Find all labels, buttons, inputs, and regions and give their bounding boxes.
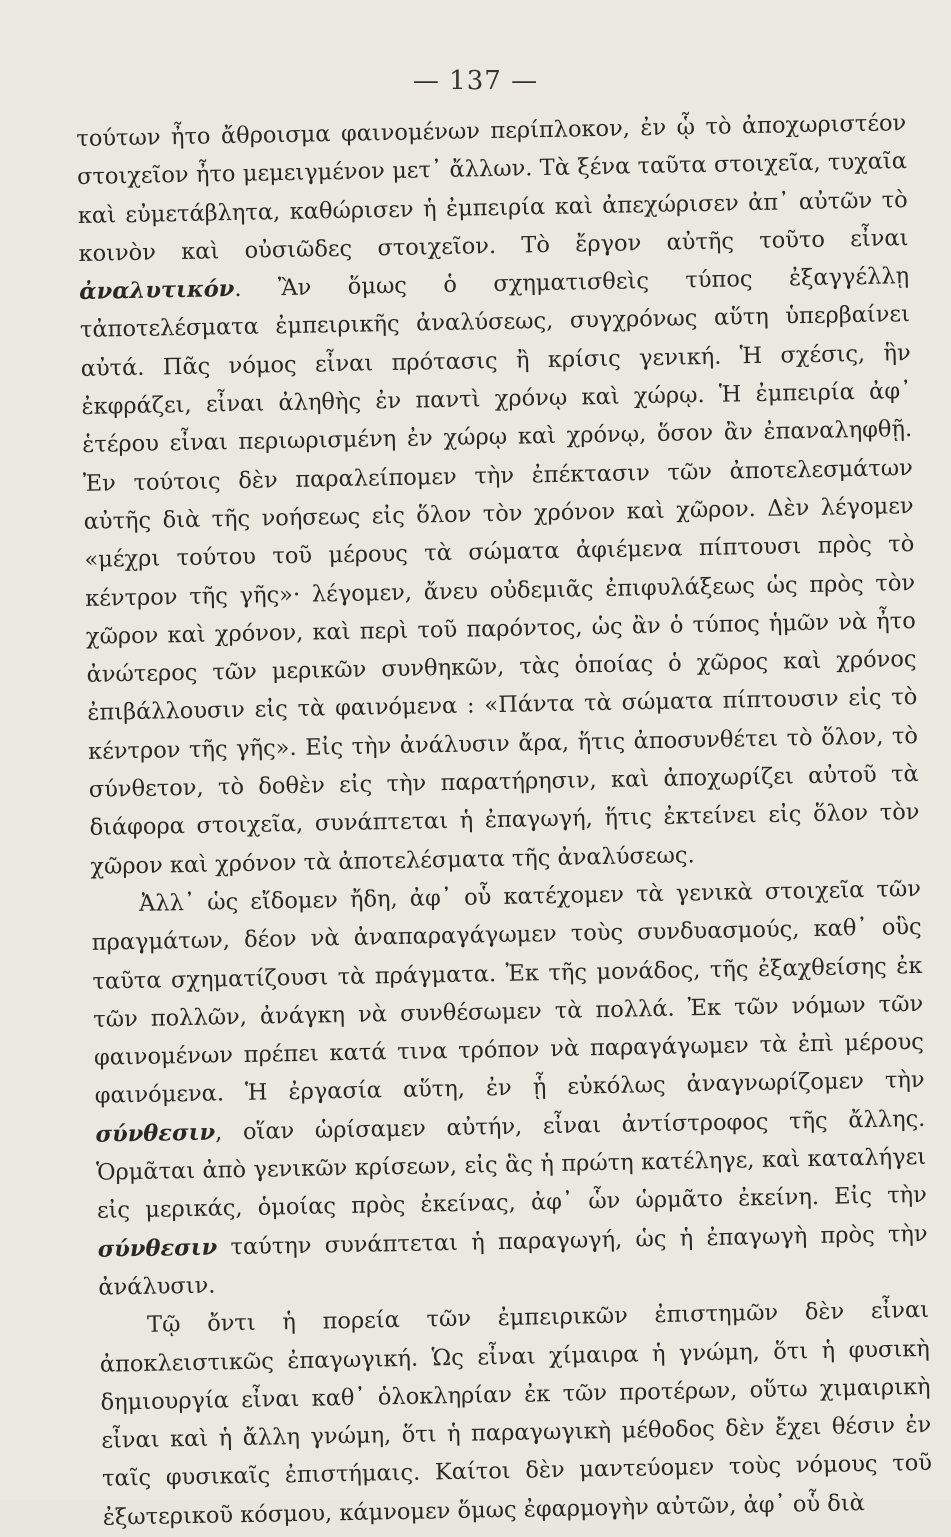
emphasized-term-synthesin: σύνθεσιν — [95, 1119, 216, 1148]
text-span: ταύτην συνάπτεται ἡ παραγωγή, ὡς ἡ ἐπαγωγὴ πρὸς τὴν ἀνάλυσιν. — [98, 1220, 928, 1301]
text-span: Ἀλλ᾽ ὡς εἴδομεν ἤδη, ἀφ᾽ οὗ κατέχομεν τὰ γενικὰ στοιχεῖα τῶν πραγμάτων, δέον νὰ ἀναπαραγάγωμεν τοὺς συνδυασμούς, καθ᾽ οὓς ταῦτα σχηματίζουσι τὰ πράγματα. Ἐκ τῆς μονάδος, τῆς ἐξαχθείσης ἐκ τῶν πολλῶν, ἀνάγκη νὰ συνθέσωμεν τὰ πολλά. Ἐκ τῶν νόμων τῶν φαινομένων πρέπει κατά τινα τρόπον νὰ παραγάγωμεν τὰ ἐπὶ μέρους φαινόμενα. Ἡ ἐργασία αὕτη, ἐν ᾗ εὐκόλως ἀναγνωρίζομεν τὴν — [91, 875, 925, 1110]
paragraph-2 — [91, 870, 929, 1307]
text-span: . Ἂν ὅμως ὁ σχηματισθεὶς τύπος ἐξαγγέλλῃ τἀποτελέσματα ἐμπειρικῆς ἀναλύσεως, συγχρόνως αὕτη ὑπερβαίνει αὐτά. Πᾶς νόμος εἶναι πρότασις ἢ κρίσις γενική. Ἡ σχέσις, ἣν ἐκφράζει, εἶναι ἀληθὴς ἐν παντὶ χρόνῳ καὶ χώρῳ. Ἡ ἐμπειρία ἀφ᾽ ἑτέρου εἶναι περιωρισμένη ἐν χώρῳ καὶ χρόνῳ, ὅσον ἂν ἐπαναληφθῇ. Ἐν τούτοις δὲν παραλείπομεν τὴν ἐπέκτασιν τῶν ἀποτελεσμάτων αὐτῆς διὰ τῆς νοήσεως εἰς ὅλον τὸν χρόνον καὶ χῶρον. Δὲν λέγομεν «μέχρι τούτου τοῦ μέρους τὰ σώματα ἀφιέμενα πίπτουσι πρὸς τὸ κέντρον τῆς γῆς»· λέγομεν, ἄνευ οὐδεμιᾶς ἐπιφυλάξεως ὡς πρὸς τὸν χῶρον καὶ χρόνον, καὶ περὶ τοῦ παρόντος, ὡς ἂν ὁ τύπος ἡμῶν νὰ ἦτο ἀνώτερος τῶν μερικῶν συνθηκῶν, τὰς ὁποίας ὁ χῶρος καὶ χρόνος ἐπιβάλλουσιν εἰς τὰ φαινόμενα : «Πάντα τὰ σώματα πίπτουσιν εἰς τὸ κέντρον τῆς γῆς». Εἰς τὴν ἀνάλυσιν ἄρα, ἥτις ἀποσυνθέτει τὸ ὅλον, τὸ σύνθετον, τὸ δοθὲν εἰς τὴν παρατήρησιν, καὶ ἀποχωρίζει αὐτοῦ τὰ διάφορα στοιχεῖα, συνάπτεται ἡ ἐπαγωγή, ἥτις ἐκτείνει εἰς ὅλον τὸν χῶρον καὶ χρόνον τὰ ἀποτελέσματα τῆς ἀναλύσεως. — [79, 263, 920, 880]
emphasized-term-analytikon: ἀναλυτικόν — [79, 276, 235, 306]
text-span: Τῷ ὄντι ἡ πορεία τῶν ἐμπειρικῶν ἐπιστημῶν δὲν εἶναι ἀποκλειστικῶς ἐπαγωγική. Ὡς εἶναι χίμαιρα ἡ γνώμη, ὅτι ἡ φυσικὴ δημιουργία εἶναι καθ᾽ ὁλοκληρίαν ἐκ τῶν προτέρων, οὕτω χιμαιρικὴ εἶναι καὶ ἡ ἄλλη γνώμη, ὅτι ἡ παραγωγικὴ μέθοδος δὲν ἔχει θέσιν ἐν ταῖς φυσικαῖς ἐπιστήμαις. Καίτοι δὲν μαντεύομεν τοὺς νόμους τοῦ ἐξωτερικοῦ κόσμου, κάμνομεν ὅμως ἐφαρμογὴν αὐτῶν, ἀφ᾽ οὗ διὰ — [99, 1297, 933, 1531]
body-text — [76, 104, 933, 1537]
text-span: τούτων ἦτο ἄθροισμα φαινομένων περίπλοκον, ἐν ᾧ τὸ ἀποχωριστέον στοιχεῖον ἦτο μεμειγμένον μετ᾽ ἄλλων. Τὰ ξένα ταῦτα στοιχεῖα, τυχαῖα καὶ εὐμετάβλητα, καθώρισεν ἡ ἐμπειρία καὶ ἀπεχώρισεν ἀπ᾽ αὐτῶν τὸ κοινὸν καὶ οὐσιῶδες στοιχεῖον. Τὸ ἔργον αὐτῆς τοῦτο εἶναι — [76, 110, 909, 267]
text-span: , οἵαν ὡρίσαμεν αὐτήν, εἶναι ἀντίστροφος τῆς ἄλλης. Ὁρμᾶται ἀπὸ γενικῶν κρίσεων, εἰς ἃς ἡ πρώτη κατέληγε, καὶ καταλήγει εἰς μερικάς, ὁμοίας πρὸς ἐκείνας, ἀφ᾽ ὧν ὡρμᾶτο ἐκείνη. Εἰς τὴν — [95, 1105, 928, 1225]
page-number: — 137 — — [412, 66, 539, 96]
paragraph-1 — [76, 104, 921, 886]
emphasized-term-synthesin: σύνθεσιν — [97, 1234, 218, 1263]
